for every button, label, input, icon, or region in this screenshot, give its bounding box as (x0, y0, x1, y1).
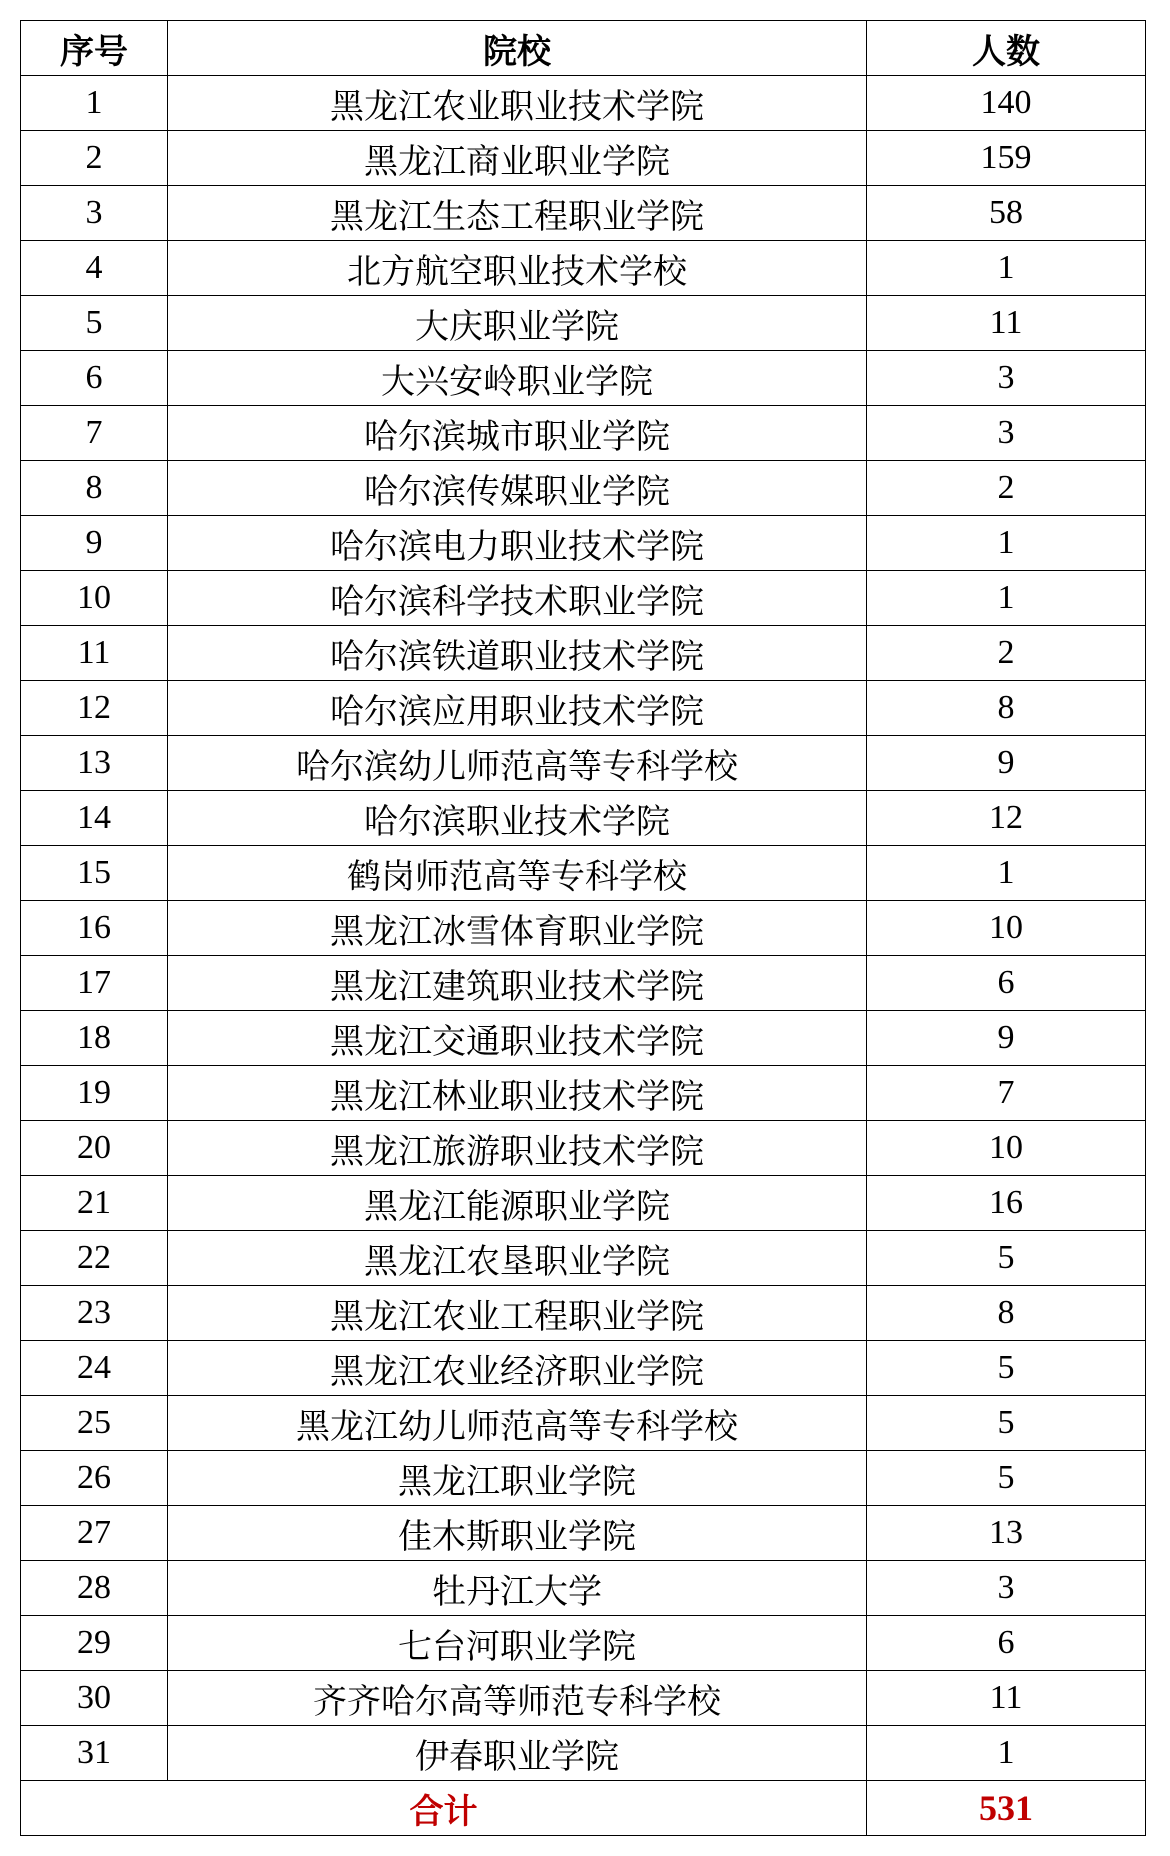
row-index: 16 (21, 901, 168, 956)
row-school: 黑龙江冰雪体育职业学院 (168, 901, 867, 956)
row-count: 6 (867, 956, 1146, 1011)
row-index: 22 (21, 1231, 168, 1286)
row-count: 159 (867, 131, 1146, 186)
row-school: 大庆职业学院 (168, 296, 867, 351)
row-index: 6 (21, 351, 168, 406)
row-school: 哈尔滨职业技术学院 (168, 791, 867, 846)
table-row (21, 76, 1146, 131)
table-row (21, 296, 1146, 351)
table-header (21, 21, 1146, 76)
row-school: 七台河职业学院 (168, 1616, 867, 1671)
row-school: 鹤岗师范高等专科学校 (168, 846, 867, 901)
row-index: 21 (21, 1176, 168, 1231)
row-count: 5 (867, 1451, 1146, 1506)
row-school: 牡丹江大学 (168, 1561, 867, 1616)
row-school: 黑龙江建筑职业技术学院 (168, 956, 867, 1011)
row-count: 1 (867, 241, 1146, 296)
table-row (21, 846, 1146, 901)
row-index: 17 (21, 956, 168, 1011)
row-school: 黑龙江旅游职业技术学院 (168, 1121, 867, 1176)
row-count: 7 (867, 1066, 1146, 1121)
row-count: 9 (867, 736, 1146, 791)
row-school: 黑龙江幼儿师范高等专科学校 (168, 1396, 867, 1451)
row-school: 哈尔滨铁道职业技术学院 (168, 626, 867, 681)
row-index: 13 (21, 736, 168, 791)
header-count: 人数 (867, 21, 1146, 76)
table-row (21, 626, 1146, 681)
table-row (21, 1066, 1146, 1121)
row-school: 哈尔滨电力职业技术学院 (168, 516, 867, 571)
table-row (21, 241, 1146, 296)
table-row (21, 1231, 1146, 1286)
row-count: 5 (867, 1341, 1146, 1396)
row-index: 5 (21, 296, 168, 351)
row-index: 11 (21, 626, 168, 681)
row-index: 25 (21, 1396, 168, 1451)
table-row (21, 1286, 1146, 1341)
row-count: 10 (867, 901, 1146, 956)
row-count: 3 (867, 1561, 1146, 1616)
table-row (21, 1671, 1146, 1726)
table-row (21, 461, 1146, 516)
row-school: 齐齐哈尔高等师范专科学校 (168, 1671, 867, 1726)
row-index: 10 (21, 571, 168, 626)
table-row (21, 1451, 1146, 1506)
row-index: 9 (21, 516, 168, 571)
row-count: 1 (867, 516, 1146, 571)
table-row (21, 1121, 1146, 1176)
row-count: 140 (867, 76, 1146, 131)
row-school: 佳木斯职业学院 (168, 1506, 867, 1561)
row-index: 12 (21, 681, 168, 736)
table-row (21, 791, 1146, 846)
row-index: 29 (21, 1616, 168, 1671)
table-row (21, 681, 1146, 736)
row-index: 1 (21, 76, 168, 131)
row-school: 哈尔滨科学技术职业学院 (168, 571, 867, 626)
header-school: 院校 (168, 21, 867, 76)
row-index: 20 (21, 1121, 168, 1176)
table-row (21, 1506, 1146, 1561)
row-school: 黑龙江能源职业学院 (168, 1176, 867, 1231)
row-index: 3 (21, 186, 168, 241)
row-count: 6 (867, 1616, 1146, 1671)
table-row (21, 956, 1146, 1011)
row-count: 1 (867, 846, 1146, 901)
row-school: 黑龙江生态工程职业学院 (168, 186, 867, 241)
table-footer (21, 1781, 1146, 1836)
table-body (21, 76, 1146, 1781)
table-row (21, 1616, 1146, 1671)
row-count: 12 (867, 791, 1146, 846)
total-label: 合计 (21, 1781, 867, 1836)
header-index: 序号 (21, 21, 168, 76)
row-count: 58 (867, 186, 1146, 241)
row-school: 黑龙江林业职业技术学院 (168, 1066, 867, 1121)
row-index: 15 (21, 846, 168, 901)
total-value: 531 (867, 1781, 1146, 1836)
row-count: 3 (867, 406, 1146, 461)
table-row (21, 1396, 1146, 1451)
row-index: 7 (21, 406, 168, 461)
row-index: 14 (21, 791, 168, 846)
row-school: 黑龙江职业学院 (168, 1451, 867, 1506)
row-index: 19 (21, 1066, 168, 1121)
row-school: 黑龙江农垦职业学院 (168, 1231, 867, 1286)
row-count: 9 (867, 1011, 1146, 1066)
table-row (21, 1726, 1146, 1781)
row-count: 16 (867, 1176, 1146, 1231)
row-count: 3 (867, 351, 1146, 406)
row-count: 13 (867, 1506, 1146, 1561)
row-index: 23 (21, 1286, 168, 1341)
row-index: 4 (21, 241, 168, 296)
row-count: 11 (867, 296, 1146, 351)
table-row (21, 406, 1146, 461)
row-school: 黑龙江农业工程职业学院 (168, 1286, 867, 1341)
table-row (21, 1561, 1146, 1616)
row-school: 伊春职业学院 (168, 1726, 867, 1781)
header-row (21, 21, 1146, 76)
row-index: 2 (21, 131, 168, 186)
table-row (21, 131, 1146, 186)
row-index: 8 (21, 461, 168, 516)
row-count: 8 (867, 1286, 1146, 1341)
row-school: 黑龙江商业职业学院 (168, 131, 867, 186)
row-school: 大兴安岭职业学院 (168, 351, 867, 406)
table-row (21, 1011, 1146, 1066)
row-count: 2 (867, 461, 1146, 516)
table-row (21, 351, 1146, 406)
row-count: 5 (867, 1231, 1146, 1286)
row-count: 5 (867, 1396, 1146, 1451)
table-row (21, 1341, 1146, 1396)
row-count: 2 (867, 626, 1146, 681)
table-row (21, 901, 1146, 956)
row-school: 黑龙江农业职业技术学院 (168, 76, 867, 131)
row-count: 11 (867, 1671, 1146, 1726)
row-school: 黑龙江农业经济职业学院 (168, 1341, 867, 1396)
table-row (21, 1176, 1146, 1231)
row-count: 1 (867, 1726, 1146, 1781)
row-school: 哈尔滨城市职业学院 (168, 406, 867, 461)
row-school: 哈尔滨幼儿师范高等专科学校 (168, 736, 867, 791)
row-index: 18 (21, 1011, 168, 1066)
table-row (21, 736, 1146, 791)
row-index: 24 (21, 1341, 168, 1396)
table-row (21, 186, 1146, 241)
row-index: 30 (21, 1671, 168, 1726)
row-index: 31 (21, 1726, 168, 1781)
total-row (21, 1781, 1146, 1836)
row-count: 8 (867, 681, 1146, 736)
row-index: 28 (21, 1561, 168, 1616)
school-count-table (20, 20, 1146, 1836)
row-index: 26 (21, 1451, 168, 1506)
row-school: 哈尔滨应用职业技术学院 (168, 681, 867, 736)
row-count: 10 (867, 1121, 1146, 1176)
row-index: 27 (21, 1506, 168, 1561)
row-school: 哈尔滨传媒职业学院 (168, 461, 867, 516)
table-row (21, 516, 1146, 571)
row-school: 北方航空职业技术学校 (168, 241, 867, 296)
table-row (21, 571, 1146, 626)
row-school: 黑龙江交通职业技术学院 (168, 1011, 867, 1066)
row-count: 1 (867, 571, 1146, 626)
